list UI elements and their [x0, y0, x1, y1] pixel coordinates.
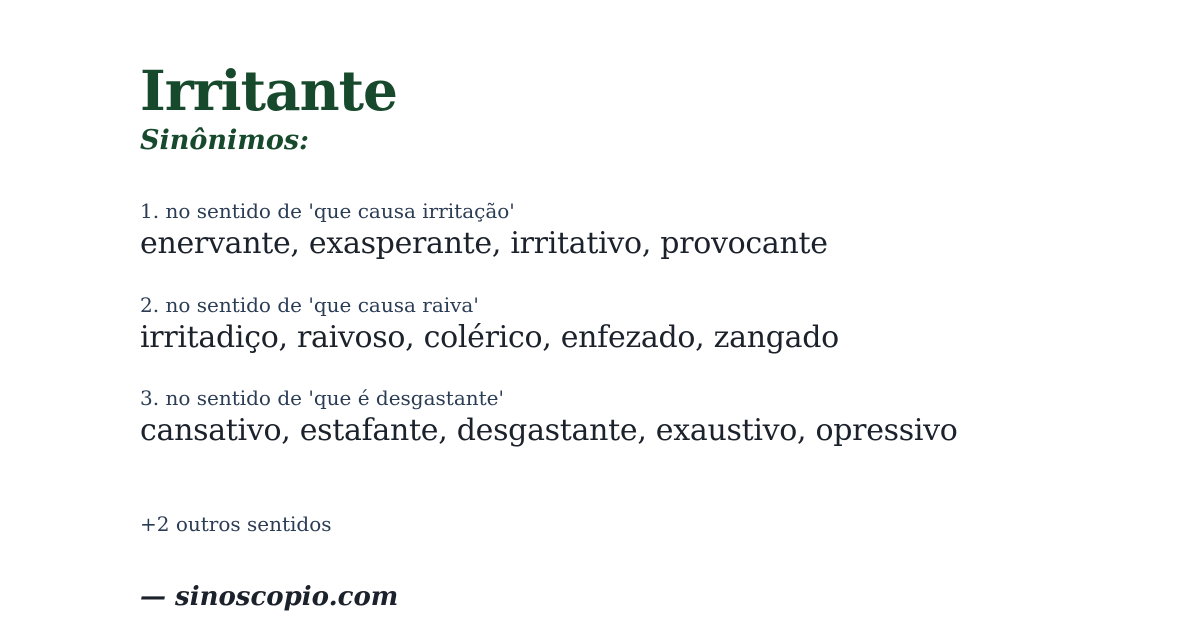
sense-synonyms: irritadiço, raivoso, colérico, enfezado, zangado	[140, 319, 839, 355]
sense-synonyms: cansativo, estafante, desgastante, exaustivo, opressivo	[140, 413, 958, 449]
attribution: — sinoscopio.com	[140, 581, 399, 612]
sense-block-1	[140, 199, 1140, 263]
sense-label: 2. no sentido de 'que causa raiva'	[140, 292, 479, 317]
sense-block-2	[140, 293, 1140, 357]
sense-block-3	[140, 386, 1140, 450]
senses-list	[140, 199, 1140, 450]
sense-synonyms: enervante, exasperante, irritativo, provocante	[140, 226, 828, 262]
more-senses-link[interactable]: +2 outros sentidos	[140, 511, 332, 536]
page-title: Irritante	[140, 58, 398, 123]
sense-label: 3. no sentido de 'que é desgastante'	[140, 386, 505, 411]
sense-label: 1. no sentido de 'que causa irritação'	[140, 199, 515, 224]
synonyms-heading: Sinônimos:	[140, 124, 310, 156]
